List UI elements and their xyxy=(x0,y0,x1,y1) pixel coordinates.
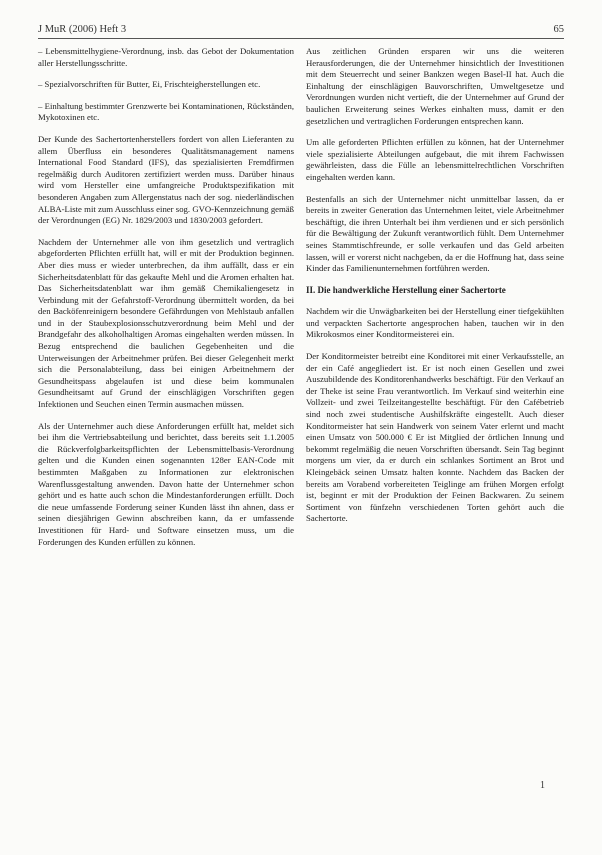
running-header xyxy=(38,24,564,38)
paragraph: – Einhaltung bestimmter Grenzwerte bei Kontaminationen, Rückständen, Mykotoxinen etc. xyxy=(38,100,294,123)
section-heading: II. Die handwerkliche Herstellung einer Sachertorte xyxy=(306,284,506,295)
paragraph: Aus zeitlichen Gründen ersparen wir uns die weiteren Herausforderungen, die der Unternehmer hinsichtlich der Investitionen mit dem Steuerrecht und seiner Bankzen wegen Basel-II hat. Auch die Einhaltung der einschlägigen Bauvorschriften, Umweltgesetze und Verordnungen wurden nicht vertieft, die der Unternehmer auf Grund der baulichen Erweiterung seines Werkes einhalten muss, damit er den gesetzlichen und vertraglichen Forderungen entsprechen kann. xyxy=(306,46,564,126)
paragraph: Nachdem wir die Unwägbarkeiten bei der Herstellung einer tiefgekühlten und verpackten Sachertorte angesprochen haben, tauchen wir in den Mikrokosmos einer Konditormeisterei ein. xyxy=(306,306,564,340)
paragraph: Bestenfalls an sich der Unternehmer nicht unmittelbar lassen, da er bereits in zweiter Generation das Unternehmen leitet, viele Arbeitnehmer beschäftigt, die ihren Unterhalt bei ihm verdienen und er sich persönlich für die Bewältigung der Zukunft verantwortlich fühlt. Dem Unternehmer seines Stammtischfreunde, er solle verkaufen und das Geld arbeiten lassen, will er vorerst nicht nachgeben, da er die Hoffnung hat, dass seine Kinder das Familienunternehmen fortführen werden. xyxy=(306,193,564,274)
paragraph: Der Kunde des Sachertortenherstellers fordert von allen Lieferanten zu allem Überfluss ein besonderes Qualitätsmanagement namens International Food Standard (IFS), das spezialisierten Fremdfirmen regelmäßig durch Auditoren zertifiziert werden muss. Darüber hinaus wird vom Hersteller eine umfangreiche Produktspezifikation mit besonderen Angaben zum Allergenstatus nach der sog. niederländischen ALBA-Liste mit zum Ausschluss einer sog. GVO-Kennzeichnung gemäß der Verordnungen (EG) Nr. 1829/2003 und 1830/2003 gefordert. xyxy=(38,133,294,226)
paragraph: Als der Unternehmer auch diese Anforderungen erfüllt hat, meldet sich bei ihm die Vertriebsabteilung und berichtet, dass bereits seit 1.1.2005 die Rückverfolgbarkeitspflichten der Lebensmittelbasis-Verordnung gelten und die Kunden einen sogenannten 128er EAN-Code mit bestimmten Maßgaben zu Informationen zur elektronischen Warenflussgestaltung anwenden. Davon hatte der Unternehmer schon gehört und es hatte auch schon die Mindestanforderungen erfüllt. Doch die neue umfassende Forderung seiner Kunden lässt ihn ahnen, dass er seinen diesjährigen Gewinn abschreiben kann, da er umfassende Investitionen für Hard- und Software einsetzen muss, um die Forderungen des Kunden erfüllen zu können. xyxy=(38,420,294,547)
paragraph: – Spezialvorschriften für Butter, Ei, Frischteigherstellungen etc. xyxy=(38,79,261,90)
header-rule xyxy=(38,38,564,39)
left-column xyxy=(38,46,294,558)
paragraph: Der Konditormeister betreibt eine Konditorei mit einer Verkaufsstelle, an der ein Café angegliedert ist. Er ist noch einen Gesellen und zwei Auszubildende des Konditorenhandwerks beschäftigt. Für den Verkauf an der Theke ist seine Frau verantwortlich. Im Verkauf sind weiterhin eine Vollzeit- und zwei Teilzeitangestellte beschäftigt. Für den Cafébetrieb sind noch zwei studentische Aushilfskräfte eingestellt. Auch dieser Konditormeister hat sein Handwerk von seinem Vater erlernt und macht einen Umsatz von 500.000 € Er ist Mitglied der örtlichen Innung und bekommt regelmäßig die neuen Vorschriften übersandt. Sein Tag beginnt morgens um vier, da er durch ein schlankes Sortiment an Brot und Kleingebäck seinen Umsatz halten konnte. Nachdem das Backen der bereits am Vorabend vorbereiteten Teiglinge am frühen Morgen erfolgt ist, beginnt er mit der Produktion der Feinen Backwaren. Zu seinem Sortiment von fünfzehn verschiedenen Torten gehört auch die Sachertorte. xyxy=(306,351,564,524)
right-column xyxy=(306,46,564,535)
journal-citation: J MuR (2006) Heft 3 xyxy=(38,24,127,35)
page-number: 65 xyxy=(553,24,564,35)
paragraph: Nachdem der Unternehmer alle von ihm gesetzlich und vertraglich abgeforderten Pflichten erfüllt hat, will er mit der Produktion beginnen. Aber dies muss er wieder unterbrechen, da ihm auffällt, dass er ein Sicherheitsdatenblatt für das gekaufte Mehl und die Aromen erhalten hat. Das Sicherheitsdatenblatt war ihm gemäß Chemikaliengesetz in Verbindung mit der Gefahrstoff-Verordnung übermittelt worden, da bei den Backöfenreinigern besondere Gefährdungen von Mehlstaub anfallen und in der Staubexplosionsschutzverordnung beim Mehl und der Brandgefahr des alkoholhaltigen Aromas eingehalten werden müssen. In Bezug entsprechend die baulichen Gegebenheiten und die Unterweisungen der Arbeitnehmer prüfen. Bei dieser Gelegenheit merkt sich die Personalabteilung, dass bei einigen Arbeitnehmern der Gesundheitspass abgelaufen ist und diese beim kommunalen Gesundheitsamt auf Grund der einschlägigen Vorschriften gegen Infektionen und Seuchen einen Termin ausmachen müssen. xyxy=(38,236,294,410)
paragraph: – Lebensmittelhygiene-Verordnung, insb. das Gebot der Dokumentation aller Herstellungsschritte. xyxy=(38,46,294,68)
footer-mark: 1 xyxy=(540,780,545,791)
paragraph: Um alle geforderten Pflichten erfüllen zu können, hat der Unternehmer viele spezialisierte Abteilungen aufgebaut, die mit ihrem Fachwissen gewährleisten, dass die Fülle an lebensmittelrechtlichen Vorschriften eingehalten werden kann. xyxy=(306,137,564,182)
